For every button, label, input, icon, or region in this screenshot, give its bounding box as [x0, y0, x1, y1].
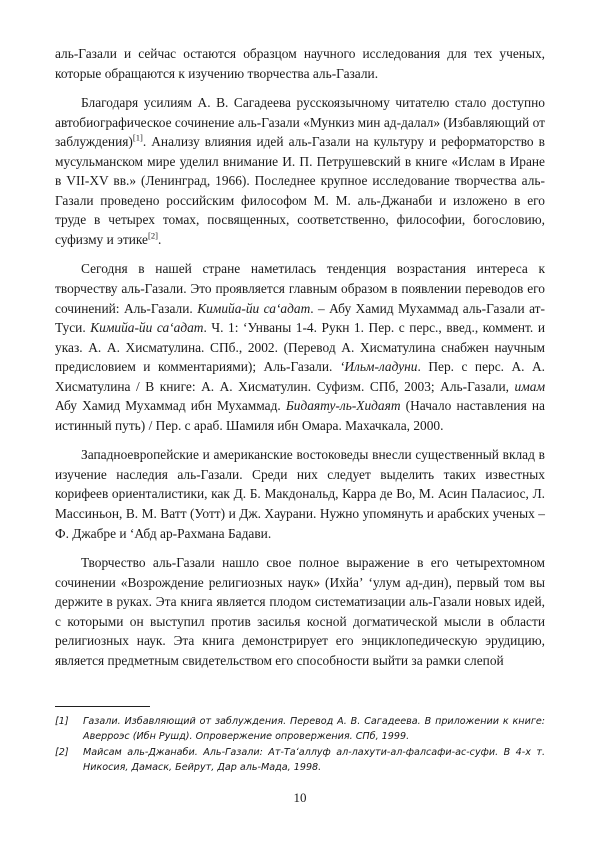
text-run: (Начало наставления на истинный путь) / Пер. с араб. Шамиля ибн Омара. Махачкала, 2000.: [55, 398, 545, 433]
paragraph: [55, 445, 545, 543]
text-run: . – Абу Хамид Мухаммад аль-Газали ат-Туси.: [55, 300, 545, 336]
italic-title: Кимийа-йи саʻадат: [197, 300, 311, 316]
footnote-reference[interactable]: [1]: [132, 132, 143, 143]
text-run: Творчество аль-Газали нашло свое полное выражение в его четырехтомном сочинении «Возрождение религиозных наук» (Ихйаʼ ʻулум ад-дин), первый том вы держите в руках. Эта книга является плодом систематизации аль-Газали новых идей, с которыми он выступил против засилья косной догматической мысли в области религиозных наук. Эта книга демонстрирует его энциклопедическую эрудицию, является предметным свидетельством его способности выйти за рамки слепой: [55, 555, 545, 668]
page-number: 10: [293, 790, 307, 805]
italic-title: Бидаяту-ль-Хидаят: [285, 398, 401, 414]
text-run: .: [157, 231, 162, 247]
paragraph: [55, 553, 545, 670]
text-run: Благодаря усилиям А. В. Сагадеева русскоязычному читателю стало доступно автобиографическое сочинение аль-Газали «Мункиз мин ад-далал» (Избавляющий от заблуждения): [55, 95, 545, 150]
paragraph: [55, 44, 545, 83]
text-run: . Анализу влияния идей аль-Газали на культуру и реформаторство в мусульманском мире уделил внимание И. П. Петрушевский в книге «Ислам в Иране в VII-XV вв.» (Ленинград, 1966). Последнее крупное исследование творчества аль-Газали проведено российским философом М. М. аль-Джанаби и изложено в его труде в четырех томах, посвященных, соответственно, философии, богословию, суфизму и этике: [55, 134, 545, 247]
footnote-text: Газали. Избавляющий от заблуждения. Перевод А. В. Сагадеева. В приложении к книге: Аверроэс (Ибн Рушд). Опровержение опровержения. СПб, 1999.: [83, 716, 545, 742]
footnote-area: [55, 706, 545, 776]
footnote-entry: [55, 714, 545, 744]
footnote-reference[interactable]: [2]: [147, 230, 158, 241]
text-run: Абу Хамид Мухаммад ибн Мухаммад.: [55, 398, 286, 414]
text-run: Западноевропейские и американские востоковеды внесли существенный вклад в изучение наследия аль-Газали. Среди них следует выделить таких известных корифеев ориенталистики, как Д. Б. Макдональд, Карра де Во, М. Асин Паласиос, Л. Массиньон, В. М. Ватт (Уотт) и Дж. Хаурани. Нужно упомянуть и арабских ученых – Ф. Джабре и ʻАбд ар-Рахмана Бадави.: [55, 447, 545, 541]
paragraph: [55, 259, 545, 435]
text-run: аль-Газали и сейчас остаются образцом научного исследования для тех ученых, которые обращаются к изучению творчества аль-Газали.: [55, 46, 545, 81]
text-run: . Пер. с перс. А. А. Хисматулина / В книге: А. А. Хисматулин. Суфизм. СПб, 2003; Аль-Газали,: [55, 359, 545, 394]
text-run: Сегодня в нашей стране наметилась тенденция возрастания интереса к творчеству аль-Газали. Это проявляется главным образом в появлении переводов его сочинений: Аль-Газали.: [55, 261, 545, 316]
footnote-entry: [55, 745, 545, 775]
footnote-separator-rule: [55, 706, 150, 707]
italic-title: имам: [514, 378, 545, 394]
italic-title: Кимийа-йи саʻадат: [90, 320, 204, 336]
footnote-marker: [2]: [55, 747, 69, 758]
body-text-column: [55, 44, 545, 670]
italic-title: ʻИльм-ладуни: [339, 359, 418, 375]
footnote-text: Майсам аль-Джанаби. Аль-Газали: Ат-Таʻаллуф ал-лахути-ал-фалсафи-ас-суфи. В 4-х т. Никосия, Дамаск, Бейрут, Дар аль-Мада, 1998.: [83, 747, 545, 773]
paragraph: [55, 93, 545, 249]
footnote-list: [55, 714, 545, 775]
text-run: . Ч. 1: ʻУнваны 1-4. Рукн 1. Пер. с перс., введ., коммент. и указ. А. А. Хисматулина. СПб., 2002. (Перевод А. Хисматулина снабжен научным предисловием и комментариями); Аль-Газали.: [55, 320, 545, 375]
footnote-marker: [1]: [55, 716, 69, 727]
